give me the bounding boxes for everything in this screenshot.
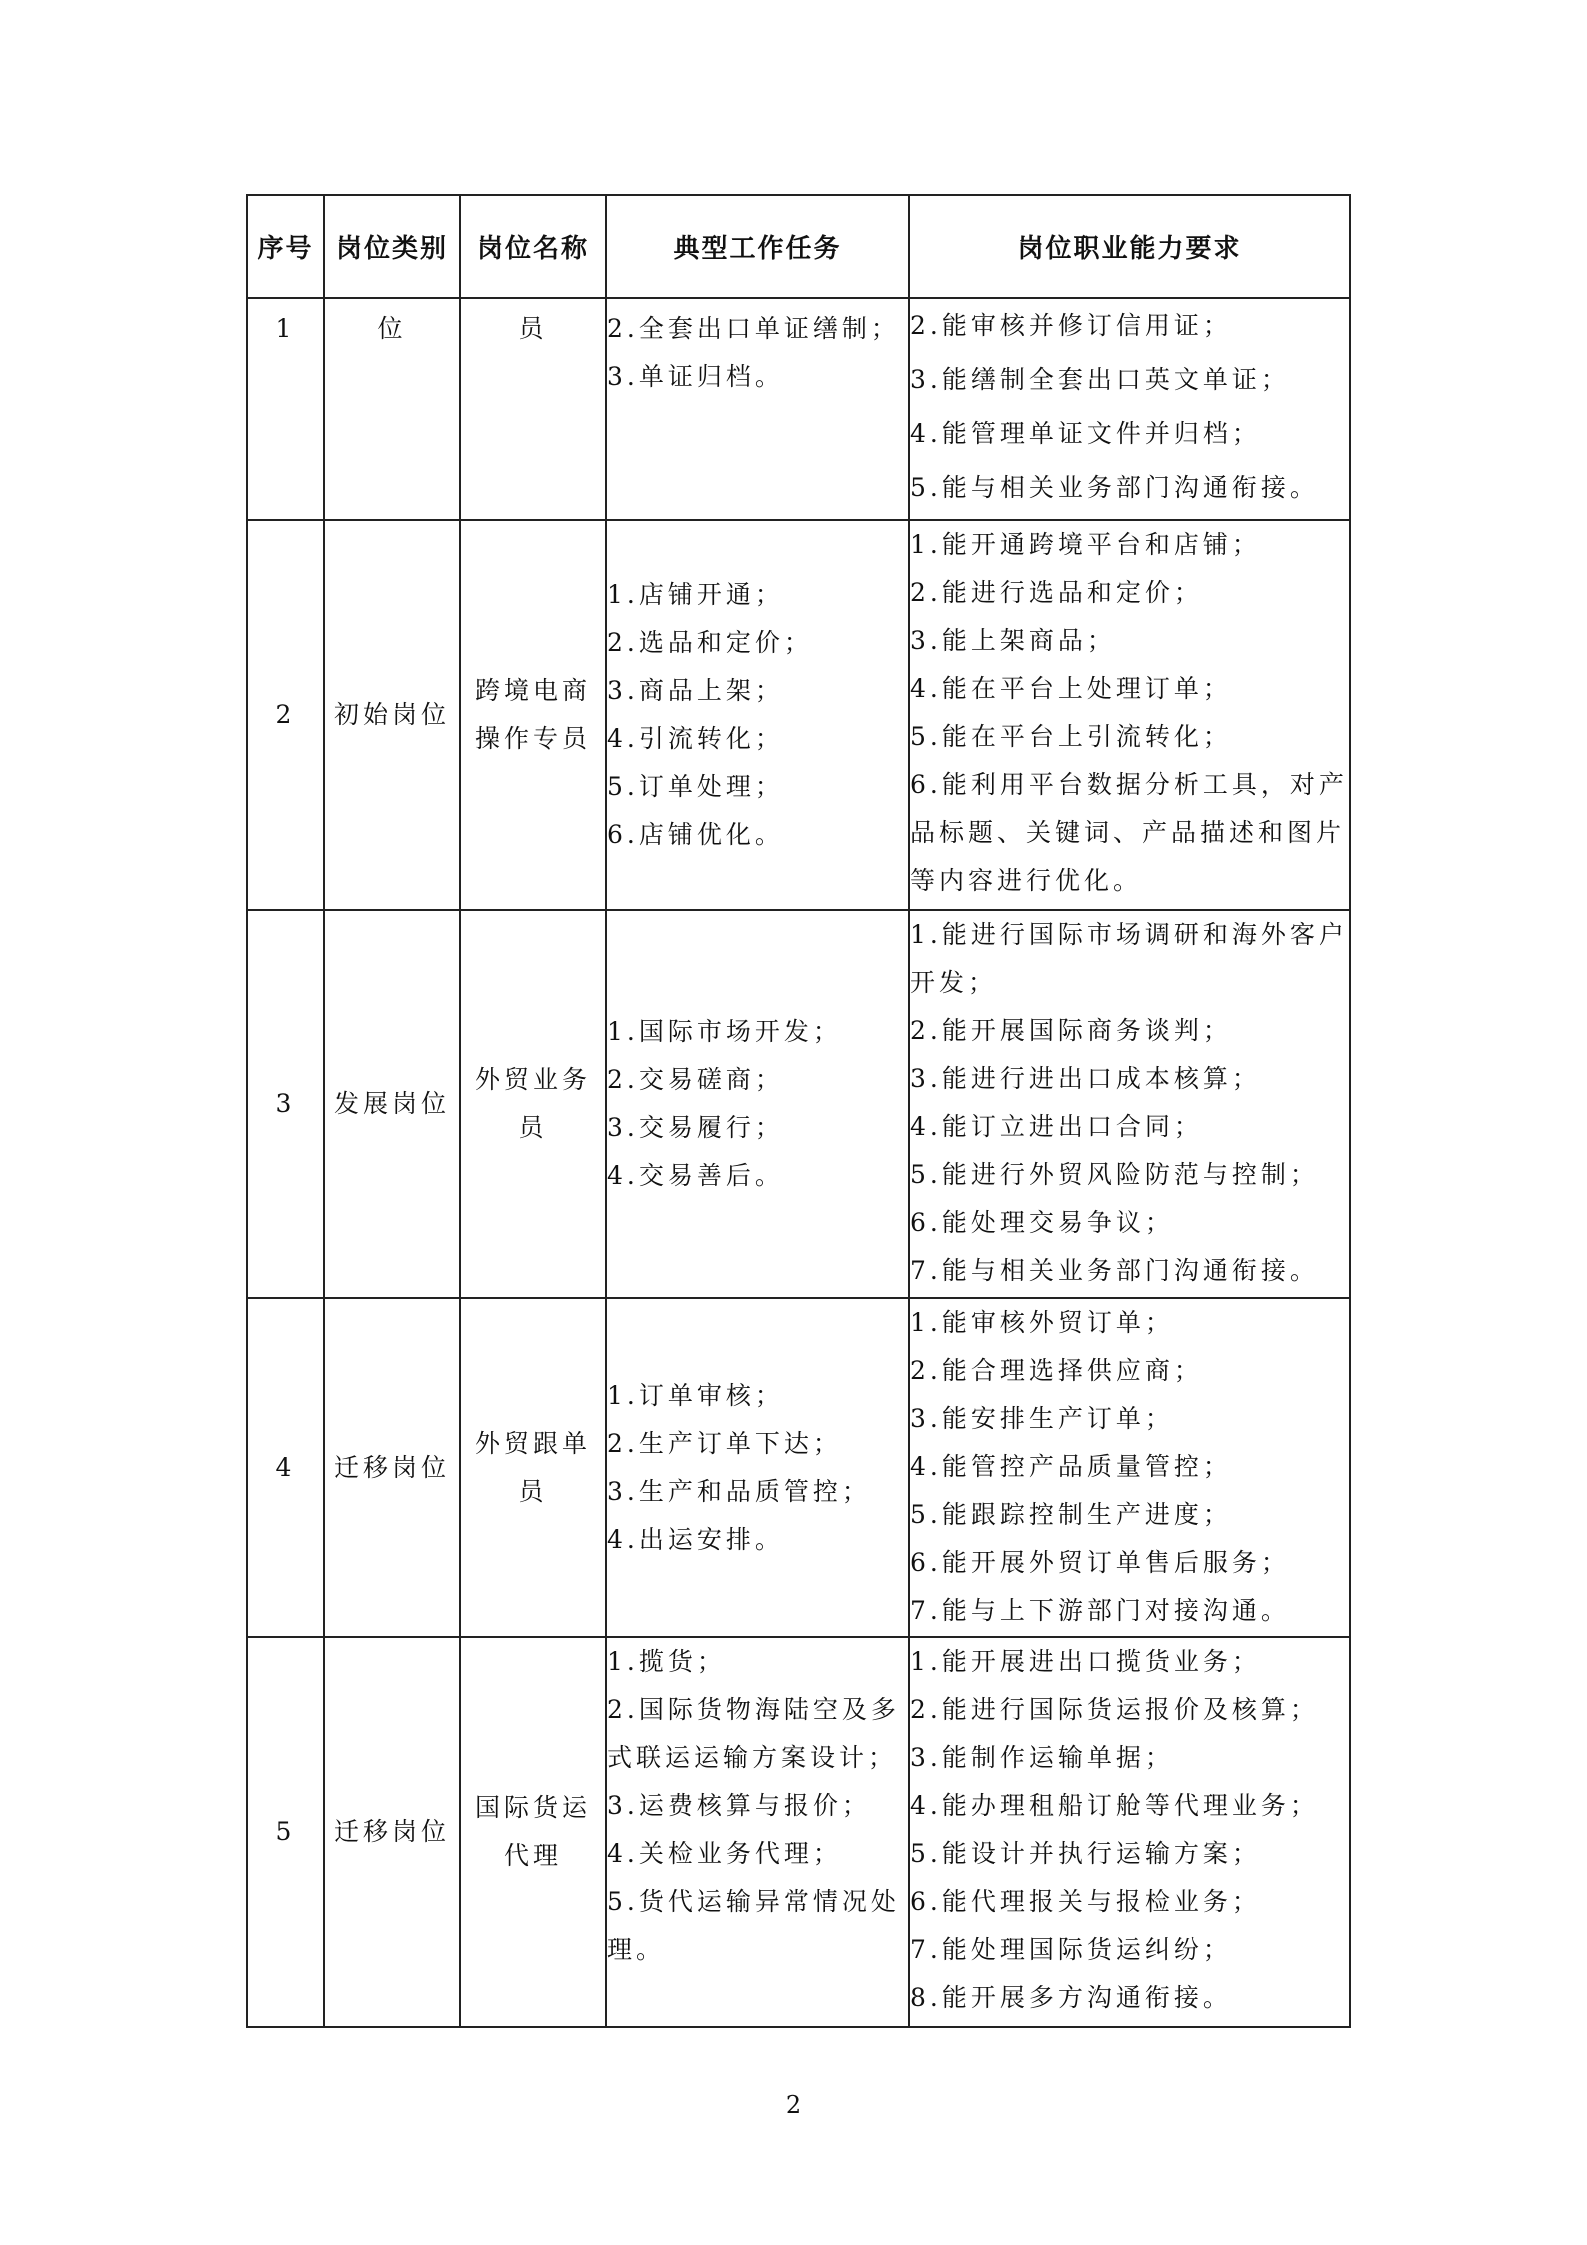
task-item: 3.运费核算与报价； <box>607 1791 871 1820</box>
task-item: 2.选品和定价； <box>607 628 813 657</box>
table-row <box>247 910 1350 1298</box>
task-item: 1.揽货； <box>607 1647 726 1676</box>
requirement-item: 5.能在平台上引流转化； <box>910 722 1232 751</box>
requirement-item: 3.能制作运输单据； <box>910 1743 1174 1772</box>
row-tasks <box>606 520 909 910</box>
requirement-item: 4.能在平台上处理订单； <box>910 674 1232 703</box>
requirement-item: 3.能上架商品； <box>910 626 1116 655</box>
row-position: 国际货运代理 <box>460 1637 606 2027</box>
header-tasks: 典型工作任务 <box>606 195 909 298</box>
row-tasks <box>606 1298 909 1637</box>
requirement-item: 6.能利用平台数据分析工具，对产品标题、关键词、产品描述和图片等内容进行优化。 <box>910 770 1348 895</box>
row-index: 2 <box>247 520 324 910</box>
row-index: 5 <box>247 1637 324 2027</box>
task-item: 2.交易磋商； <box>607 1065 784 1094</box>
requirement-item: 2.能进行选品和定价； <box>910 578 1203 607</box>
task-item: 3.生产和品质管控； <box>607 1476 871 1506</box>
row-requirements <box>909 1298 1350 1637</box>
requirement-item: 1.能开通跨境平台和店铺； <box>910 530 1261 559</box>
row-index: 4 <box>247 1298 324 1637</box>
task-item: 6.店铺优化。 <box>607 820 784 849</box>
task-item: 5.订单处理； <box>607 772 784 801</box>
row-position: 员 <box>460 298 606 520</box>
row-category: 位 <box>324 298 460 520</box>
task-item: 3.交易履行； <box>607 1113 784 1142</box>
row-index: 3 <box>247 910 324 1298</box>
requirement-item: 2.能进行国际货运报价及核算； <box>910 1695 1319 1724</box>
job-competency-table <box>246 194 1351 2028</box>
requirement-item: 7.能与上下游部门对接沟通。 <box>910 1596 1290 1625</box>
requirement-item: 8.能开展多方沟通衔接。 <box>910 1983 1232 2012</box>
requirement-item: 1.能审核外贸订单； <box>910 1308 1174 1337</box>
row-category: 发展岗位 <box>324 910 460 1298</box>
task-item: 5.货代运输异常情况处理。 <box>607 1887 900 1964</box>
task-item: 3.单证归档。 <box>607 362 784 391</box>
table-row <box>247 298 1350 520</box>
header-position: 岗位名称 <box>460 195 606 298</box>
task-item: 2.全套出口单证缮制； <box>607 314 900 343</box>
row-category: 初始岗位 <box>324 520 460 910</box>
row-requirements <box>909 520 1350 910</box>
requirement-item: 3.能缮制全套出口英文单证； <box>910 365 1290 394</box>
task-item: 4.出运安排。 <box>607 1524 784 1554</box>
task-item: 1.订单审核； <box>607 1380 784 1410</box>
header-category: 岗位类别 <box>324 195 460 298</box>
requirement-item: 6.能处理交易争议； <box>910 1208 1174 1237</box>
task-item: 1.店铺开通； <box>607 580 784 609</box>
task-item: 4.引流转化； <box>607 724 784 753</box>
page-number: 2 <box>785 2091 802 2119</box>
row-category: 迁移岗位 <box>324 1298 460 1637</box>
requirement-item: 4.能订立进出口合同； <box>910 1112 1203 1141</box>
requirement-item: 5.能与相关业务部门沟通衔接。 <box>910 473 1319 502</box>
task-item: 4.关检业务代理； <box>607 1839 842 1868</box>
requirement-item: 3.能进行进出口成本核算； <box>910 1064 1261 1093</box>
requirement-item: 4.能办理租船订舱等代理业务； <box>910 1791 1319 1820</box>
requirement-item: 7.能与相关业务部门沟通衔接。 <box>910 1256 1319 1285</box>
row-category: 迁移岗位 <box>324 1637 460 2027</box>
row-tasks <box>606 1637 909 2027</box>
requirement-item: 2.能开展国际商务谈判； <box>910 1016 1232 1045</box>
requirement-item: 5.能设计并执行运输方案； <box>910 1839 1261 1868</box>
row-tasks <box>606 910 909 1298</box>
task-item: 2.国际货物海陆空及多式联运运输方案设计； <box>607 1695 900 1772</box>
requirement-item: 1.能进行国际市场调研和海外客户开发； <box>910 920 1348 997</box>
table-row <box>247 520 1350 910</box>
requirement-item: 5.能跟踪控制生产进度； <box>910 1500 1232 1529</box>
row-tasks <box>606 298 909 520</box>
requirement-item: 3.能安排生产订单； <box>910 1404 1174 1433</box>
table-row <box>247 1298 1350 1637</box>
row-position: 外贸业务员 <box>460 910 606 1298</box>
row-position: 跨境电商操作专员 <box>460 520 606 910</box>
requirement-item: 6.能代理报关与报检业务； <box>910 1887 1261 1916</box>
task-item: 3.商品上架； <box>607 676 784 705</box>
row-requirements <box>909 298 1350 520</box>
row-requirements <box>909 1637 1350 2027</box>
header-requirements: 岗位职业能力要求 <box>909 195 1350 298</box>
table-header-row <box>247 195 1350 298</box>
header-index: 序号 <box>247 195 324 298</box>
task-item: 2.生产订单下达； <box>607 1428 842 1458</box>
table-row <box>247 1637 1350 2027</box>
requirement-item: 2.能审核并修订信用证； <box>910 311 1232 340</box>
requirement-item: 1.能开展进出口揽货业务； <box>910 1647 1261 1676</box>
requirement-item: 7.能处理国际货运纠纷； <box>910 1935 1232 1964</box>
requirement-item: 2.能合理选择供应商； <box>910 1356 1203 1385</box>
row-requirements <box>909 910 1350 1298</box>
requirement-item: 5.能进行外贸风险防范与控制； <box>910 1160 1319 1189</box>
requirement-item: 6.能开展外贸订单售后服务； <box>910 1548 1290 1577</box>
row-position: 外贸跟单员 <box>460 1298 606 1637</box>
row-index: 1 <box>247 298 324 520</box>
requirement-item: 4.能管理单证文件并归档； <box>910 419 1261 448</box>
task-item: 4.交易善后。 <box>607 1161 784 1190</box>
task-item: 1.国际市场开发； <box>607 1017 842 1046</box>
requirement-item: 4.能管控产品质量管控； <box>910 1452 1232 1481</box>
